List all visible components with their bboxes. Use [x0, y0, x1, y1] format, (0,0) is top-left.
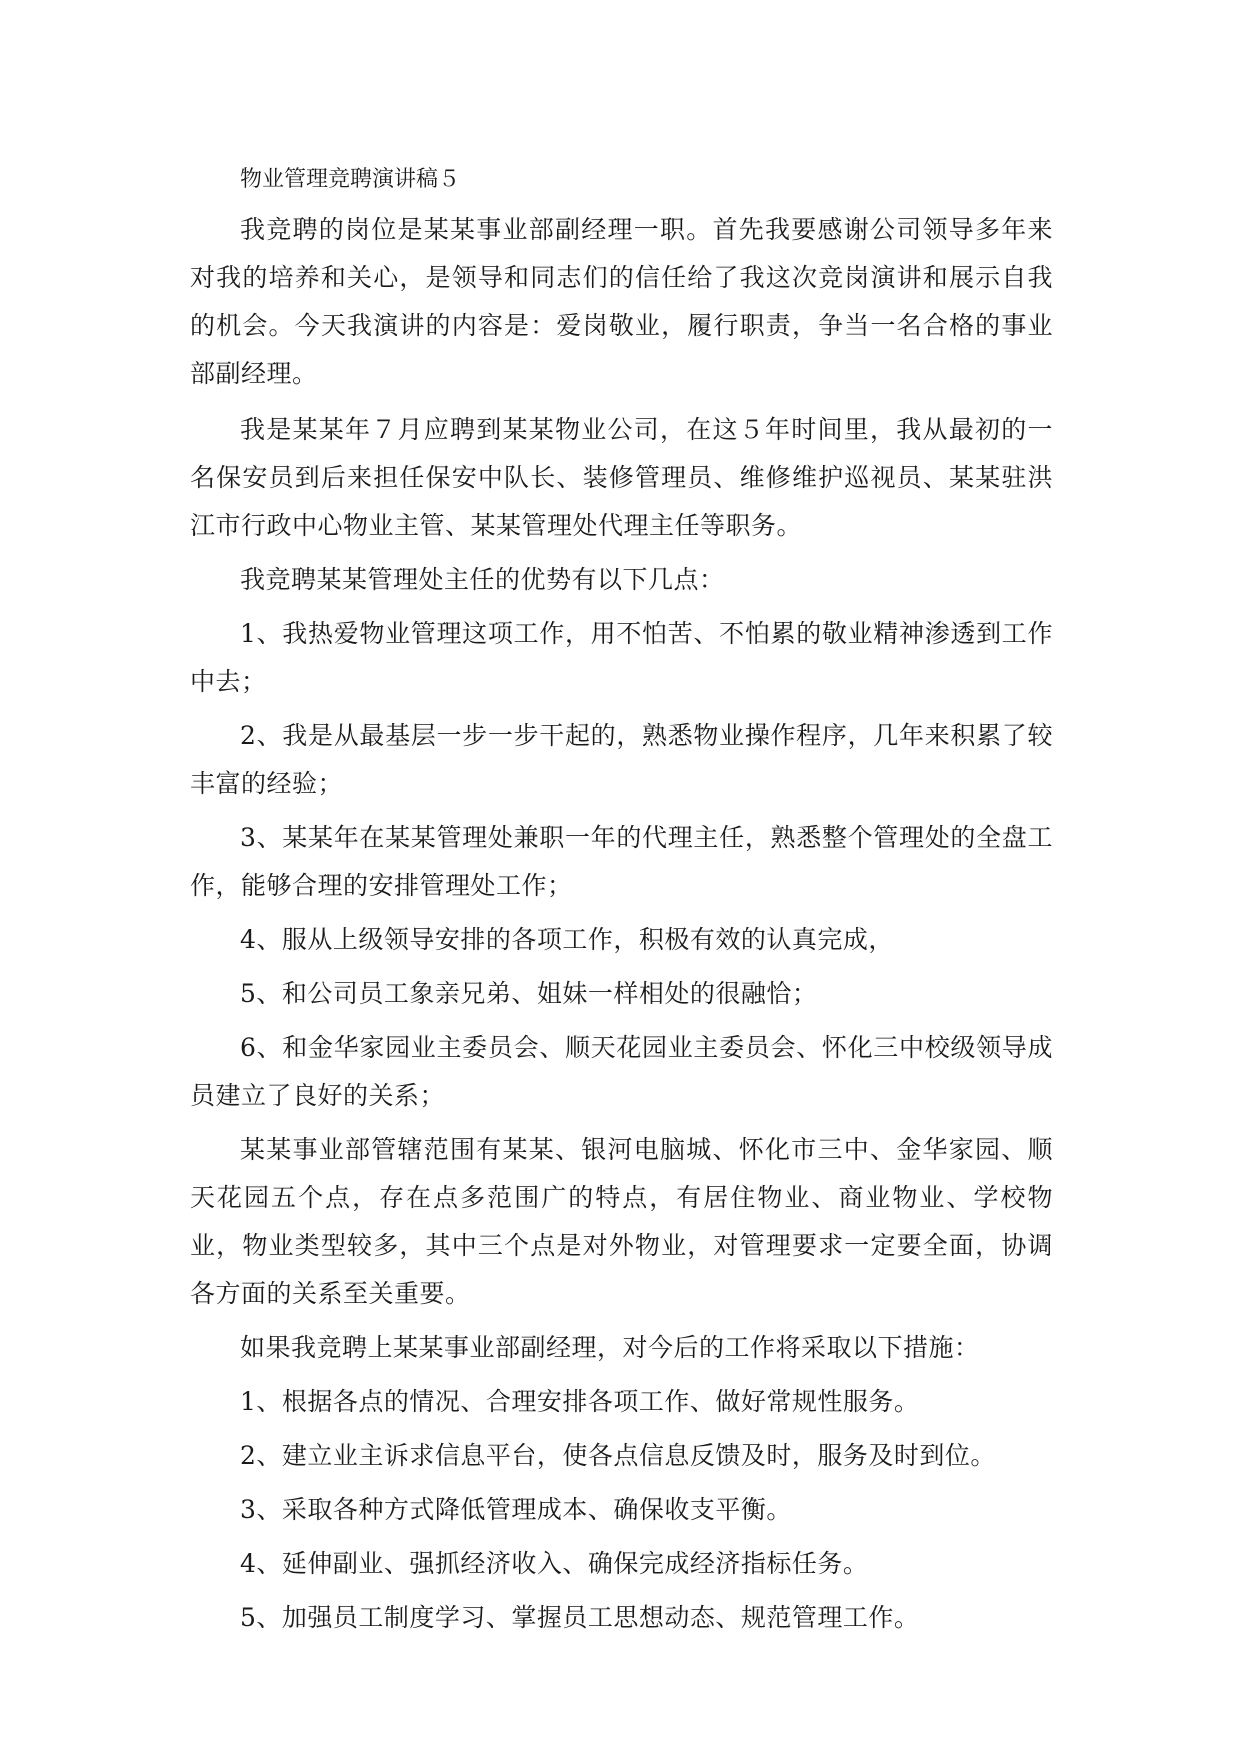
document-title: 物业管理竞聘演讲稿５ — [240, 167, 461, 192]
paragraph-measures-heading: 如果我竞聘上某某事业部副经理，对今后的工作将采取以下措施： — [240, 1333, 980, 1362]
paragraph-intro: 我竞聘的岗位是某某事业部副经理一职。首先我要感谢公司领导多年来对我的培养和关心，是领导和同志们的信任给了我这次竞岗演讲和展示自我的机会。今天我演讲的内容是：爱岗敬业，履行职责，争当一名合格的事业部副经理。 — [190, 215, 1053, 388]
advantage-item-1: 1、我热爱物业管理这项工作，用不怕苦、不怕累的敬业精神渗透到工作中去； — [190, 619, 1053, 696]
measure-item-5: 5、加强员工制度学习、掌握员工思想动态、规范管理工作。 — [240, 1603, 920, 1632]
advantage-item-2: 2、我是从最基层一步一步干起的，熟悉物业操作程序，几年来积累了较丰富的经验； — [190, 721, 1053, 798]
paragraph-career: 我是某某年７月应聘到某某物业公司，在这５年时间里，我从最初的一名保安员到后来担任保安中队长、装修管理员、维修维护巡视员、某某驻洪江市行政中心物业主管、某某管理处代理主任等职务。 — [190, 415, 1053, 540]
advantage-item-5: 5、和公司员工象亲兄弟、姐妹一样相处的很融恰； — [240, 979, 818, 1008]
advantage-item-6: 6、和金华家园业主委员会、顺天花园业主委员会、怀化三中校级领导成员建立了良好的关系； — [190, 1033, 1053, 1110]
measure-item-3: 3、采取各种方式降低管理成本、确保收支平衡。 — [240, 1495, 792, 1524]
paragraph-advantages-heading: 我竞聘某某管理处主任的优势有以下几点： — [240, 565, 725, 594]
document-body — [190, 160, 1053, 1642]
measure-item-4: 4、延伸副业、强抓经济收入、确保完成经济指标任务。 — [240, 1549, 869, 1578]
measure-item-1: 1、根据各点的情况、合理安排各项工作、做好常规性服务。 — [240, 1387, 920, 1416]
measure-item-2: 2、建立业主诉求信息平台，使各点信息反馈及时，服务及时到位。 — [240, 1441, 996, 1470]
paragraph-scope: 某某事业部管辖范围有某某、银河电脑城、怀化市三中、金华家园、顺天花园五个点，存在点多范围广的特点，有居住物业、商业物业、学校物业，物业类型较多，其中三个点是对外物业，对管理要求一定要全面，协调各方面的关系至关重要。 — [190, 1135, 1053, 1308]
advantage-item-4: 4、服从上级领导安排的各项工作，积极有效的认真完成， — [240, 925, 894, 954]
advantage-item-3: 3、某某年在某某管理处兼职一年的代理主任，熟悉整个管理处的全盘工作，能够合理的安排管理处工作； — [190, 823, 1053, 900]
